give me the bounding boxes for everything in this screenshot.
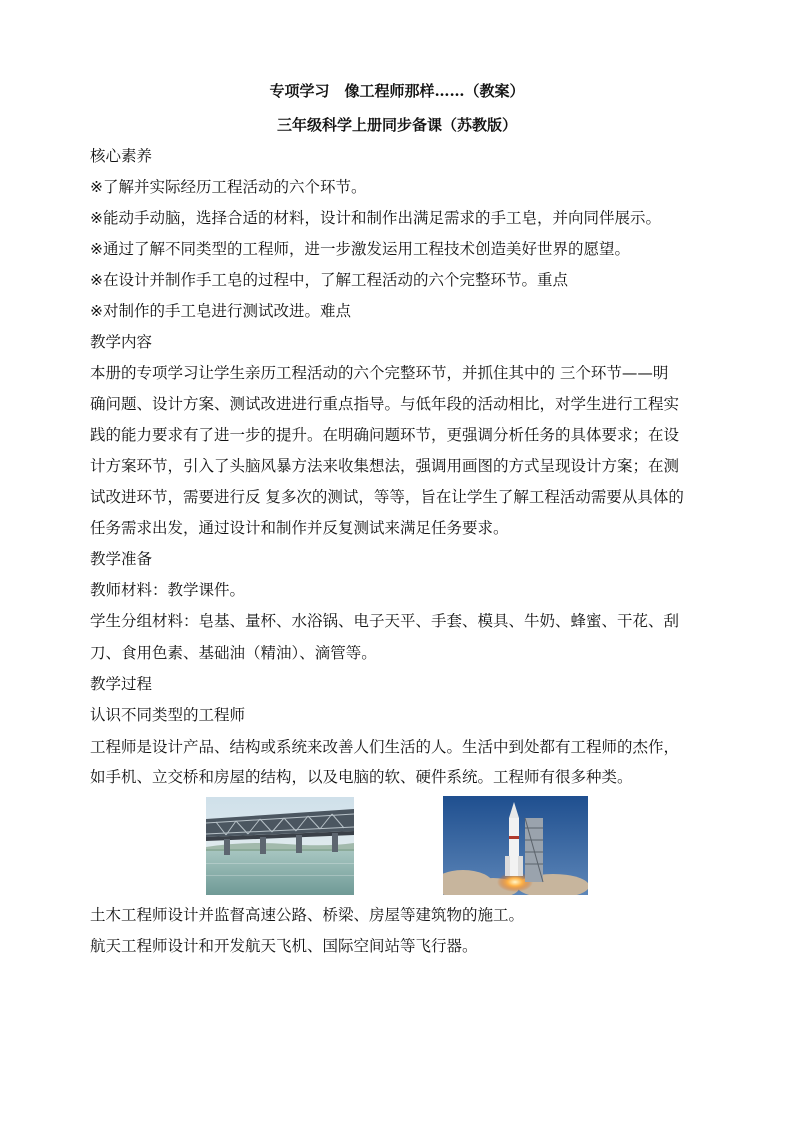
process-line-2: 如手机、立交桥和房屋的结构，以及电脑的软、硬件系统。工程师有很多种类。: [90, 768, 633, 786]
content-line-3: 践的能力要求有了进一步的提升。在明确问题环节，更强调分析任务的具体要求；在设: [90, 426, 680, 444]
content-line-6: 任务需求出发，通过设计和制作并反复测试来满足任务要求。: [90, 519, 509, 537]
heading-process: 教学过程: [90, 675, 153, 693]
heading-core-literacy: 核心素养: [90, 147, 153, 165]
subheading-engineers: 认识不同类型的工程师: [90, 706, 246, 724]
core-item-1: ※了解并实际经历工程活动的六个环节。: [90, 178, 367, 196]
content-line-1: 本册的专项学习让学生亲历工程活动的六个完整环节，并抓住其中的 三个环节——明: [90, 364, 669, 382]
process-line-1: 工程师是设计产品、结构或系统来改善人们生活的人。生活中到处都有工程师的杰作，: [90, 738, 680, 756]
content-line-2: 确问题、设计方案、测试改进进行重点指导。与低年段的活动相比，对学生进行工程实: [90, 395, 680, 413]
document-subtitle: 三年级科学上册同步备课（苏教版）: [276, 116, 517, 134]
heading-preparation: 教学准备: [90, 550, 153, 568]
content-line-4: 计方案环节，引入了头脑风暴方法来收集想法，强调用画图的方式呈现设计方案；在测: [90, 457, 680, 475]
document-title: 专项学习 像工程师那样……（教案）: [269, 82, 525, 100]
core-item-3: ※通过了解不同类型的工程师，进一步激发运用工程技术创造美好世界的愿望。: [90, 240, 630, 258]
core-item-5: ※对制作的手工皂进行测试改进。难点: [90, 302, 351, 320]
teacher-materials: 教师材料：教学课件。: [90, 581, 246, 599]
content-line-5: 试改进环节，需要进行反 复多次的测试，等等，旨在让学生了解工程活动需要从具体的: [90, 488, 684, 506]
rocket-launch-photo: [443, 796, 588, 895]
bridge-photo: [206, 797, 354, 895]
student-materials-line-1: 学生分组材料：皂基、量杯、水浴锅、电子天平、手套、模具、牛奶、蜂蜜、干花、刮: [90, 612, 680, 630]
civil-engineer-text: 土木工程师设计并监督高速公路、桥梁、房屋等建筑物的施工。: [90, 906, 525, 924]
student-materials-line-2: 刀、食用色素、基础油（精油）、滴管等。: [90, 644, 377, 662]
core-item-4: ※在设计并制作手工皂的过程中，了解工程活动的六个完整环节。重点: [90, 271, 568, 289]
core-item-2: ※能动手动脑，选择合适的材料，设计和制作出满足需求的手工皂，并向同伴展示。: [90, 209, 661, 227]
heading-content: 教学内容: [90, 333, 153, 351]
aerospace-engineer-text: 航天工程师设计和开发航天飞机、国际空间站等飞行器。: [90, 937, 478, 955]
